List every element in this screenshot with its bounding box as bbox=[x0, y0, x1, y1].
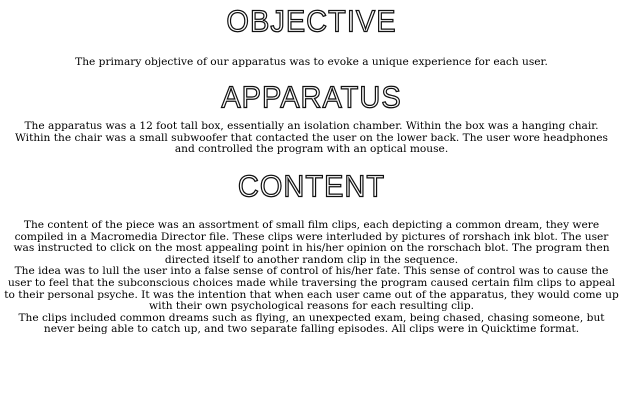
apparatus-text: The apparatus was a 12 foot tall box, essentially an isolation chamber. Within the box was a hanging chair. Within the chair was a small subwoofer that contacted the user on the lower back. The user wore headphones and controlled the program with an optical mouse. bbox=[14, 120, 608, 156]
content-paragraph-3: The clips included common dreams such as flying, an unexpected exam, being chased, chasing someone, but never being able to catch up, and two separate falling episodes. All clips were in Quicktime format. bbox=[18, 311, 605, 336]
content-heading: CONTENT bbox=[237, 170, 386, 204]
content-paragraph-2: The idea was to lull the user into a false sense of control of his/her fate. This sense of control was to cause the user to feel that the subconscious choices made while traversing the program caused certain film clips to appeal to their personal psyche. It was the intention that when each user came out of the apparatus, they would come up with their own psychological reasons for each resulting clip. bbox=[4, 265, 619, 313]
content-body bbox=[4, 220, 619, 336]
objective-text: The primary objective of our apparatus was to evoke a unique experience for each user. bbox=[75, 56, 548, 68]
content-paragraph-1: The content of the piece was an assortment of small film clips, each depicting a common dream, they were compiled in a Macromedia Director file. These clips were interluded by pictures of rorshach ink blot. The user was instructed to click on the most appealing point in his/her opinion on the rorschach blot. The program then directed itself to another random clip in the sequence. bbox=[13, 219, 610, 266]
objective-heading: OBJECTIVE bbox=[226, 5, 397, 39]
apparatus-heading: APPARATUS bbox=[221, 81, 402, 115]
